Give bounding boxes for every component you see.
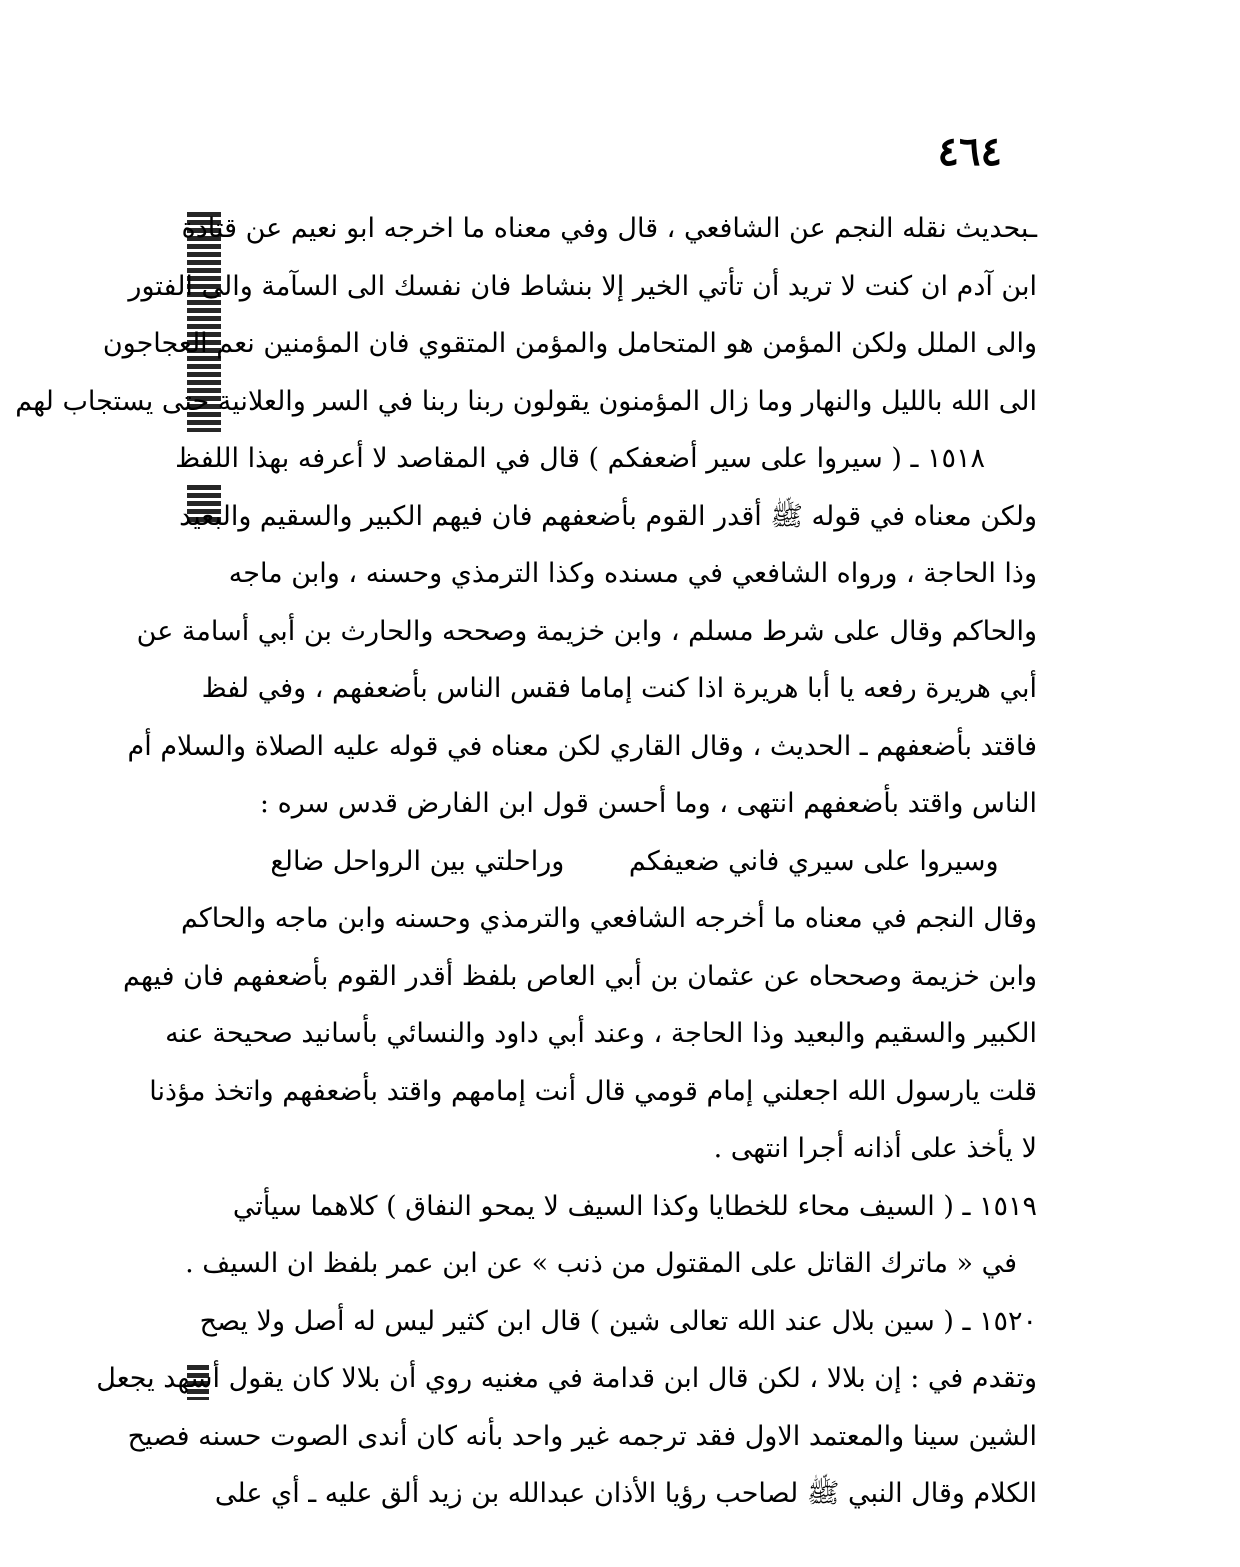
text-line: فاقتد بأضعفهم ـ الحديث ، وقال القاري لكن معناه في قوله عليه الصلاة والسلام أم — [127, 730, 1037, 762]
text-line: والحاكم وقال على شرط مسلم ، وابن خزيمة وصححه والحارث بن أبي أسامة عن — [136, 615, 1037, 647]
entry-heading: ١٥٢٠ ـ ( سين بلال عند الله تعالى شين ) قال ابن كثير ليس له أصل ولا يصح — [199, 1305, 1037, 1337]
entry-heading: ١٥١٩ ـ ( السيف محاء للخطايا وكذا السيف لا يمحو النفاق ) كلاهما سيأتي — [232, 1190, 1037, 1222]
text-line: ابن آدم ان كنت لا تريد أن تأتي الخير إلا بنشاط فان نفسك الى السآمة والى الفتور — [128, 270, 1037, 302]
verse-second-hemistich: وراحلتي بين الرواحل ضالع — [270, 845, 565, 877]
body-text — [15, 200, 1037, 1523]
text-line: الى الله بالليل والنهار وما زال المؤمنون يقولون ربنا ربنا في السر والعلانية حتى يستجاب لهم — [15, 385, 1037, 417]
text-line: في « ماترك القاتل على المقتول من ذنب » عن ابن عمر بلفظ ان السيف . — [185, 1248, 1017, 1279]
verse-first-hemistich: وسيروا على سيري فاني ضعيفكم — [628, 845, 999, 877]
text-line: ولكن معناه في قوله ﷺ أقدر القوم بأضعفهم فان فيهم الكبير والسقيم والبعيد — [179, 500, 1037, 532]
text-line: وابن خزيمة وصححاه عن عثمان بن أبي العاص بلفظ أقدر القوم بأضعفهم فان فيهم — [123, 960, 1037, 992]
text-line: الناس واقتد بأضعفهم انتهى ، وما أحسن قول ابن الفارض قدس سره : — [259, 788, 1037, 819]
text-line: لا يأخذ على أذانه أجرا انتهى . — [713, 1133, 1037, 1164]
text-line: قلت يارسول الله اجعلني إمام قومي قال أنت إمامهم واقتد بأضعفهم واتخذ مؤذنا — [149, 1075, 1037, 1107]
text-line: وقال النجم في معناه ما أخرجه الشافعي والترمذي وحسنه وابن ماجه والحاكم — [180, 903, 1037, 934]
text-line: وتقدم في : إن بلالا ، لكن قال ابن قدامة في مغنيه روي أن بلالا كان يقول أسهد يجعل — [96, 1363, 1037, 1394]
page-number: ٤٦٤ — [937, 128, 1002, 175]
text-line: وذا الحاجة ، ورواه الشافعي في مسنده وكذا الترمذي وحسنه ، وابن ماجه — [228, 558, 1037, 589]
poetry-verse — [192, 833, 1037, 891]
text-line: الكبير والسقيم والبعيد وذا الحاجة ، وعند أبي داود والنسائي بأسانيد صحيحة عنه — [165, 1018, 1037, 1049]
text-line: أبي هريرة رفعه يا أبا هريرة اذا كنت إماما فقس الناس بأضعفهم ، وفي لفظ — [201, 673, 1037, 704]
text-line: الكلام وقال النبي ﷺ لصاحب رؤيا الأذان عبدالله بن زيد ألق عليه ـ أي على — [214, 1478, 1037, 1509]
text-line: والى الملل ولكن المؤمن هو المتحامل والمؤمن المتقوي فان المؤمنين نعم العجاجون — [102, 328, 1037, 359]
entry-heading: ١٥١٨ ـ ( سيروا على سير أضعفكم ) قال في المقاصد لا أعرفه بهذا اللفظ — [175, 443, 985, 474]
text-line: ـبحديث نقله النجم عن الشافعي ، قال وفي معناه ما اخرجه ابو نعيم عن قتادة — [181, 213, 1037, 244]
text-line: الشين سينا والمعتمد الاول فقد ترجمه غير واحد بأنه كان أندى الصوت حسنه فصيح — [127, 1420, 1037, 1452]
